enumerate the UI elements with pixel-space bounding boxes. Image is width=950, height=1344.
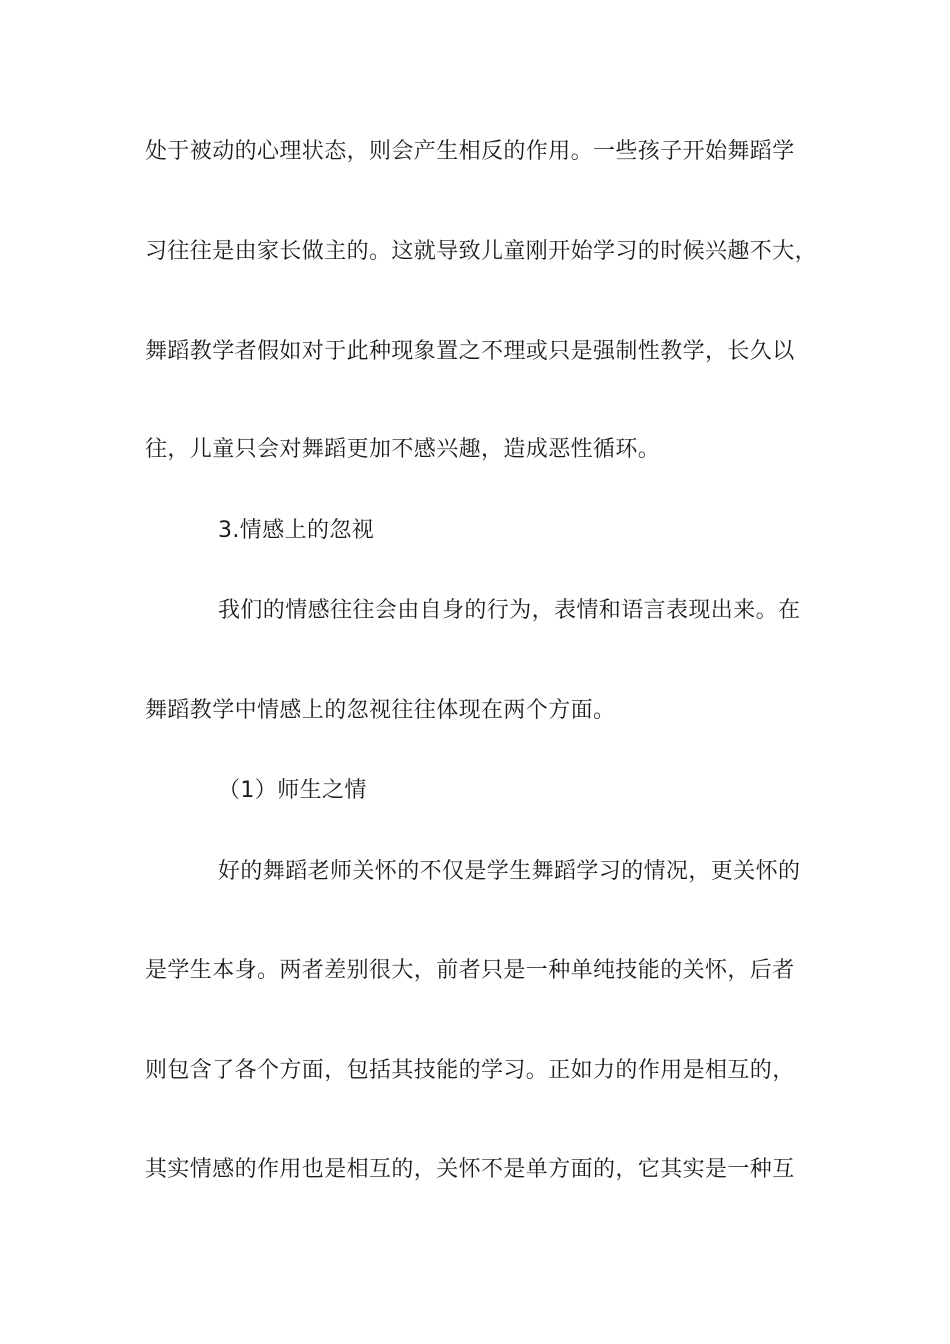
paragraph-line: 舞蹈教学者假如对于此种现象置之不理或只是强制性教学，长久以 xyxy=(145,339,795,364)
section-heading: 3.情感上的忽视 xyxy=(218,518,375,543)
paragraph-line: 舞蹈教学中情感上的忽视往往体现在两个方面。 xyxy=(145,698,616,723)
paragraph-line: 我们的情感往往会由自身的行为，表情和语言表现出来。在 xyxy=(218,598,801,623)
paragraph-line: 习往往是由家长做主的。这就导致儿童刚开始学习的时候兴趣不大， xyxy=(145,239,818,264)
paragraph-line: 是学生本身。两者差别很大，前者只是一种单纯技能的关怀，后者 xyxy=(145,958,795,983)
paragraph-line: 好的舞蹈老师关怀的不仅是学生舞蹈学习的情况，更关怀的 xyxy=(218,859,801,884)
subsection-heading: （1）师生之情 xyxy=(218,778,367,803)
paragraph-line: 处于被动的心理状态，则会产生相反的作用。一些孩子开始舞蹈学 xyxy=(145,139,795,164)
paragraph-line: 往，儿童只会对舞蹈更加不感兴趣，造成恶性循环。 xyxy=(145,437,661,462)
paragraph-line: 其实情感的作用也是相互的，关怀不是单方面的，它其实是一种互 xyxy=(145,1157,795,1182)
paragraph-line: 则包含了各个方面，包括其技能的学习。正如力的作用是相互的， xyxy=(145,1058,795,1083)
